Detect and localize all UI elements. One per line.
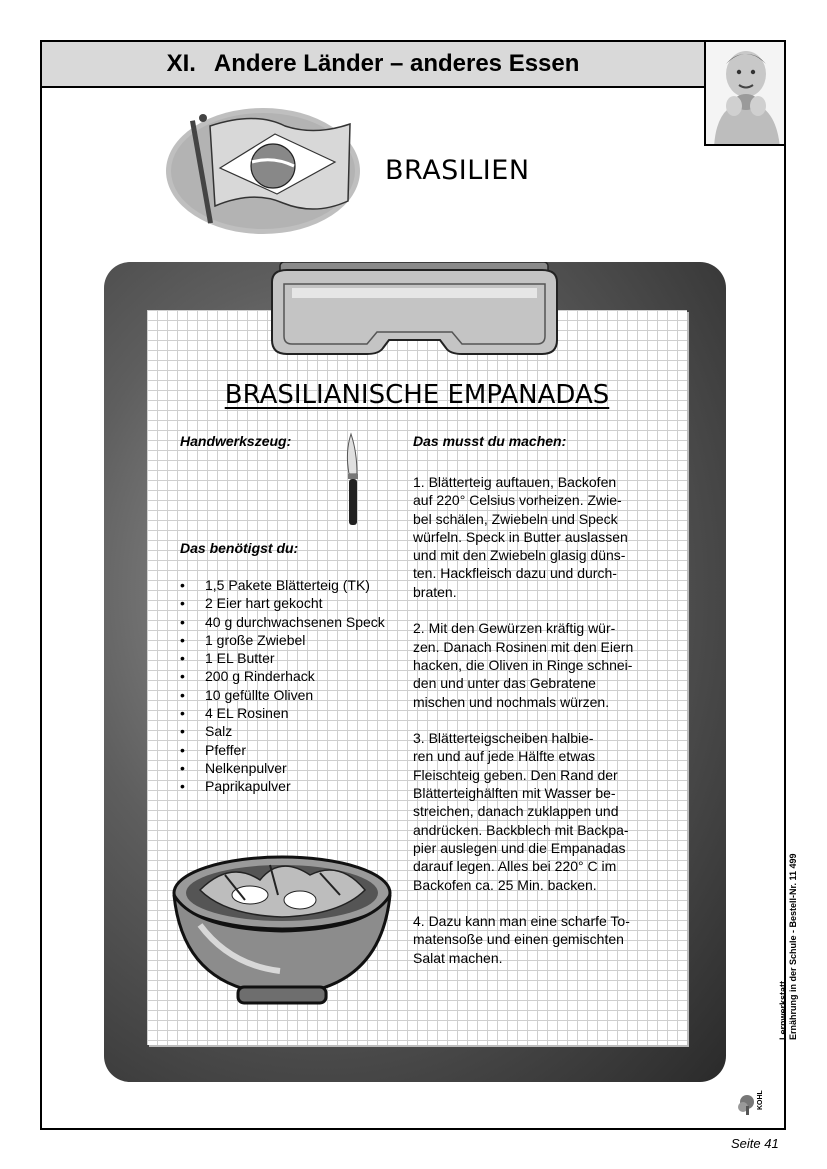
- step: 3. Blätterteigscheiben halbie- ren und auf jede Hälfte etwas Fleischteig geben. Den Rand der Blätterteighälften mit Wasser be- streichen, danach zuklappen und andrücken. Backblech mit Backpa- pier auslegen und die Empanadas darauf legen. Alles bei 220° C im Backofen ca. 25 Min. backen.: [413, 730, 629, 893]
- page-number: Seite 41: [731, 1136, 779, 1151]
- list-item: • 4 EL Rosinen: [180, 704, 390, 722]
- list-item: • 1 große Zwiebel: [180, 631, 390, 649]
- clipboard-clip-icon: [262, 262, 567, 362]
- list-item: • Salz: [180, 722, 390, 740]
- tools-heading: Handwerkszeug:: [180, 433, 292, 449]
- list-item: • 40 g durchwachsenen Speck: [180, 613, 390, 631]
- bowl-icon: [170, 845, 395, 1015]
- list-item: • Paprikapulver: [180, 777, 390, 795]
- publisher-info: [778, 853, 798, 1040]
- publisher-logo: KOHL: [757, 1090, 764, 1110]
- brazil-flag-icon: [165, 106, 365, 236]
- publisher-logo-icon: [737, 1092, 757, 1116]
- recipe-title: [147, 380, 687, 410]
- child-eating-icon: [704, 40, 786, 146]
- list-item: • 1,5 Pakete Blätterteig (TK): [180, 576, 390, 594]
- knife-icon: [338, 432, 368, 528]
- step: 2. Mit den Gewürzen kräftig wür- zen. Danach Rosinen mit den Eiern hacken, die Oliven in Ringe schnei- den und unter das Gebratene mischen und nochmals würzen.: [413, 620, 634, 710]
- step: 1. Blätterteig auftauen, Backofen auf 220° Celsius vorheizen. Zwie- bel schälen, Zwiebeln und Speck würfeln. Speck in Butter auslassen und mit den Zwiebeln glasig düns- ten. Hackfleisch dazu und durch- braten.: [413, 474, 628, 600]
- list-item: • 10 gefüllte Oliven: [180, 686, 390, 704]
- series-name: Lernwerkstatt: [778, 980, 788, 1040]
- step: 4. Dazu kann man eine scharfe To- matensoße und einen gemischten Salat machen.: [413, 913, 630, 966]
- chapter-number: XI.: [166, 50, 196, 77]
- steps-list: [413, 473, 663, 985]
- ingredients-heading: Das benötigst du:: [180, 540, 299, 556]
- list-item: • 1 EL Butter: [180, 649, 390, 667]
- country-title: BRASILIEN: [385, 155, 530, 186]
- list-item: • Pfeffer: [180, 741, 390, 759]
- book-info: Ernährung in der Schule - Bestell-Nr. 11 499: [788, 853, 798, 1040]
- list-item: • 2 Eier hart gekocht: [180, 594, 390, 612]
- steps-heading: Das musst du machen:: [413, 433, 567, 449]
- list-item: • Nelkenpulver: [180, 759, 390, 777]
- recipe-title-text: BRASILIANISCHE EMPANADAS: [224, 380, 610, 410]
- ingredients-list: [180, 576, 390, 796]
- chapter-title: Andere Länder – anderes Essen: [213, 50, 580, 77]
- list-item: • 200 g Rinderhack: [180, 667, 390, 685]
- chapter-header: [40, 40, 706, 88]
